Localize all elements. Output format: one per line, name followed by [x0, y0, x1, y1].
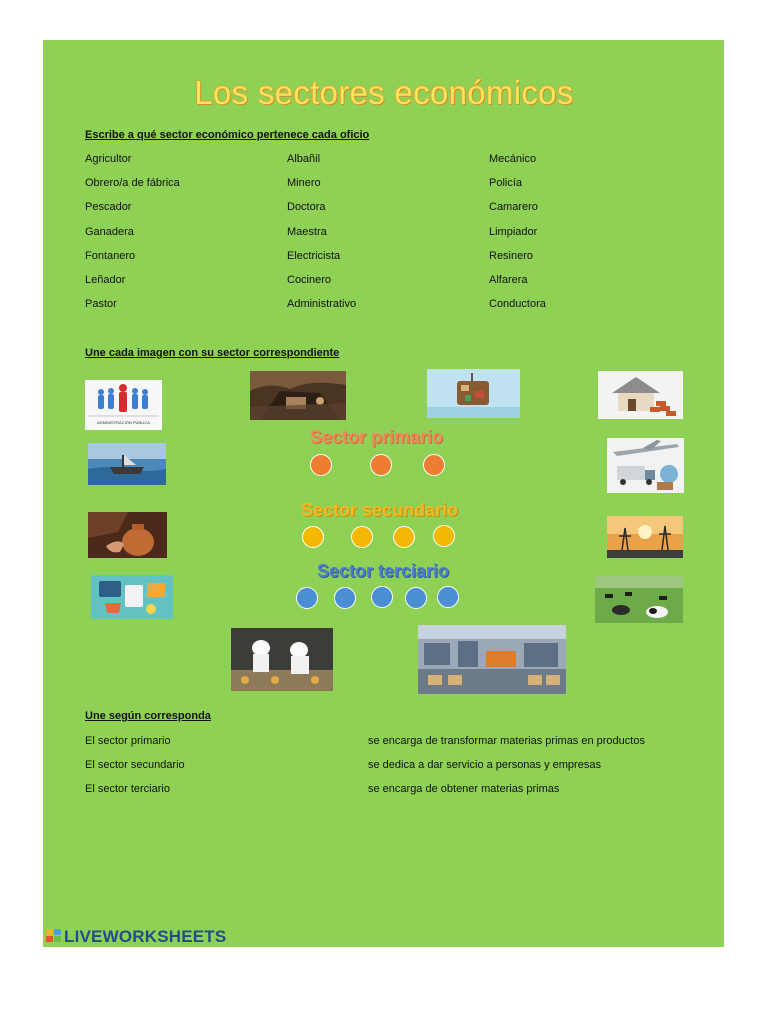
job-item: Conductora	[489, 298, 546, 310]
job-item: Pescador	[85, 201, 132, 213]
sector-terciario-dot[interactable]	[371, 586, 393, 608]
sector-terciario-label: Sector terciario	[317, 561, 450, 581]
job-item: Administrativo	[287, 298, 357, 310]
sector-secundario-dot[interactable]	[302, 526, 324, 548]
job-item: Maestra	[287, 226, 327, 238]
section2-heading: Une cada imagen con su sector correspondiente	[85, 347, 340, 359]
compras-online-image[interactable]	[91, 575, 173, 619]
mina-image[interactable]	[250, 371, 346, 420]
casa-construccion-image[interactable]	[598, 371, 683, 419]
job-item: Doctora	[287, 201, 326, 213]
job-item: Alfarera	[489, 274, 528, 286]
sector-secundario-dot[interactable]	[433, 525, 455, 547]
sector-primario-dot[interactable]	[310, 454, 332, 476]
match-left-item[interactable]: El sector secundario	[85, 759, 185, 771]
match-right-item[interactable]: se encarga de obtener materias primas	[368, 783, 560, 795]
job-item: Cocinero	[287, 274, 332, 286]
brand-text: LIVEWORKSHEETS	[64, 927, 227, 946]
admin-caption: ADMINISTRACIÓN PÚBLICA	[97, 420, 150, 425]
job-item: Electricista	[287, 250, 341, 262]
sector-secundario-dot[interactable]	[393, 526, 415, 548]
sector-primario-label: Sector primario	[310, 427, 444, 447]
section1-heading: Escribe a qué sector económico pertenece cada oficio	[85, 129, 370, 141]
match-left-item[interactable]: El sector primario	[85, 735, 171, 747]
job-item: Camarero	[489, 201, 538, 213]
job-item: Albañil	[287, 153, 321, 165]
job-item: Minero	[287, 177, 321, 189]
job-item: Obrero/a de fábrica	[85, 177, 180, 189]
job-item: Leñador	[85, 274, 126, 286]
sector-primario-dot[interactable]	[370, 454, 392, 476]
job-item: Limpiador	[489, 226, 538, 238]
job-item: Pastor	[85, 298, 117, 310]
administracion-publica-image[interactable]	[85, 380, 162, 430]
sector-secundario-dot[interactable]	[351, 526, 373, 548]
page-title: Los sectores económicos	[194, 74, 574, 111]
job-item: Fontanero	[85, 250, 136, 262]
vacas-pastando-image[interactable]	[595, 576, 683, 623]
match-right-item[interactable]: se encarga de transformar materias primas en productos	[368, 735, 645, 747]
sector-terciario-dot[interactable]	[437, 586, 459, 608]
job-item: Agricultor	[85, 153, 132, 165]
central-electrica-image[interactable]	[607, 516, 683, 558]
transporte-image[interactable]	[607, 438, 684, 493]
sector-secundario-label: Sector secundario	[301, 500, 459, 520]
job-item: Mecánico	[489, 153, 537, 165]
alfareria-image[interactable]	[88, 512, 167, 558]
liveworksheets-icon	[46, 928, 62, 942]
liveworksheets-logo	[46, 927, 226, 947]
job-item: Resinero	[489, 250, 534, 262]
match-right-item[interactable]: se dedica a dar servicio a personas y empresas	[368, 759, 601, 771]
barco-pesca-image[interactable]	[88, 443, 166, 485]
job-item: Ganadera	[85, 226, 134, 238]
fabrica-image[interactable]	[418, 625, 566, 694]
sector-terciario-dot[interactable]	[405, 587, 427, 609]
sector-primario-dot[interactable]	[423, 454, 445, 476]
sector-terciario-dot[interactable]	[334, 587, 356, 609]
maleta-viaje-image[interactable]	[427, 369, 520, 418]
section3-heading: Une según corresponda	[85, 710, 211, 722]
match-left-item[interactable]: El sector terciario	[85, 783, 170, 795]
sector-terciario-dot[interactable]	[296, 587, 318, 609]
cocineros-image[interactable]	[231, 628, 333, 691]
job-item: Policía	[489, 177, 523, 189]
